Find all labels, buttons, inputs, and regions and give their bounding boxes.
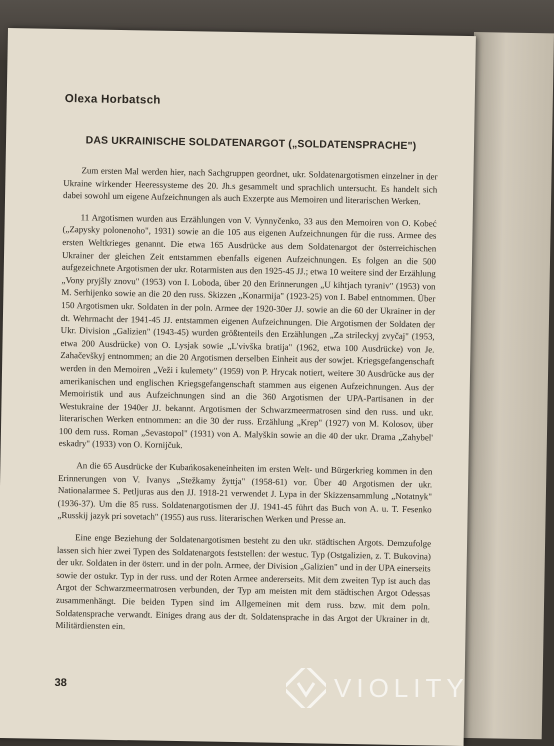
watermark-text: VIOLITY [334, 672, 469, 703]
facing-page [462, 32, 554, 739]
article-title: DAS UKRAINISCHE SOLDATENARGOT („SOLDATENSPRACHE") [85, 135, 417, 153]
paragraph-4: Eine enge Beziehung der Soldatenargotismen besteht zu den ukr. städtischen Argots. Demzufolge lassen sich hier zwei Typen des Soldatenargots feststellen: der westuc. Typ (Ostgalizien, z. T. Bukovina) der ukr. Soldaten in der österr. und in der poln. Armee, der Division „Galizien" und in der UPA einerseits sowie der ostukr. Typ in der russ. und der Roten Armee andererseits. Mit dem zweiten Typ ist auch das Argot der Schwarzmeermatrosen verbunden, der Typ am meisten mit dem städtischen Argot Odessas zusammenhängt. Die beiden Typen sind im Allgemeinen mit dem russ. bzw. mit dem poln. Soldatensprache verwandt. Einiges drang aus der dt. Soldatensprache in das Argot der Ukrainer in dt. Militärdiensten ein. [55, 532, 432, 632]
book-page [0, 28, 476, 746]
page-number: 38 [54, 676, 67, 690]
paragraph-1: Zum ersten Mal werden hier, nach Sachgruppen geordnet, ukr. Soldatenargotismen einzelner in der Ukraine wirkender Heeressysteme des 20. Jh.s gesammelt und sprachlich untersucht. Es handelt sich dabei sowohl um eigene Aufzeichnungen als auch Exzerpte aus Memoiren und literarischen Werken. [63, 165, 438, 207]
paragraph-3: An die 65 Ausdrücke der Kubańkosakeneinheiten im ersten Welt- und Bürgerkrieg kommen in den Erinnerungen von V. Ivanys „Stežkamy žyttja" (1958-61) vor. Über 40 Argotismen der ukr. Nationalarmee S. Petljuras aus den JJ. 1918-21 verwendet J. Lypa in der Skizzensammlung „Notatnyk" (1936-37). Um die 85 russ. Soldatenargotismen der JJ. 1941-45 führt das Buch von A. u. T. Fesenko „Russkij jazyk pri sovetach" (1955) aus russ. literarischen Werken und Presse an. [57, 460, 433, 526]
violity-logo-icon [286, 668, 326, 708]
watermark [286, 668, 469, 708]
page-content [55, 93, 439, 647]
paragraph-2: 11 Argotismen wurden aus Erzählungen von V. Vynnyčenko, 33 aus den Memoiren von O. Kobeć („Zapysky polonenoho", 1931) sowie an die 105 aus eigenen Aufzeichnungen für die russ. Armee des ersten Weltkrieges genannt. Die etwa 165 Ausdrücke aus dem Soldatenargot der österreichischen Ukrainer der gleichen Zeit entstammen ebenfalls eigenen Aufzeichnungen. Es folgen an die 500 aufgezeichnete Argotismen der ukr. Rotarmisten aus den 1925-45 JJ.; etwa 10 weitere sind der Erzählung „Vony pryjšly znovu" (1953) von I. Loboda, über 20 den Erinnerungen „U kihtjach tyraniv" (1953) von M. Serhijenko sowie an die 20 den russ. Skizzen „Konarmija" (1923-25) von I. Babel entnommen. Über 150 Argotismen ukr. Soldaten in der poln. Armee der 1920-30er JJ. sowie an die 60 der Ukrainer in der dt. Wehrmacht der 1941-45 JJ. entstammen eigenen Aufzeichnungen. Die Argotismen der Soldaten der Ukr. Division „Galizien" (1943-45) wurden größtenteils den Erzählungen „Za strileckyj zvyčaj" (1953, etwa 200 Ausdrücke) von O. Lysjak sowie „L'vivška bratija" (1962, etwa 100 Ausdrücke) von Je. Zahačevškyj entnommen; an die 20 Argotismen derselben Einheit aus der sowjet. Kriegsgefangenschaft werden in den Memoiren „Veži i kulemety" (1959) von P. Hrycak notiert, weitere 30 Ausdrücke aus der amerikanischen und englischen Kriegsgefangenschaft stammen aus eigenen Aufzeichnungen. Aus der Memoiristik und aus Aufzeichnungen sind an die 360 Argotismen der UPA-Partisanen in der Westukraine der 1940er JJ. bekannt. Argotismen der Schwarzmeermatrosen sind den russ. und ukr. literarischen Werken entnommen: an die 30 der russ. Erzählung „Krep" (1927) von M. Kolosov, über 100 dem russ. Roman „Sevastopol" (1931) von A. Malyškin sowie an die 40 der ukr. Drama „Zahybel' eskadry" (1933) von O. Kornijčuk. [58, 212, 437, 451]
author-name: Olexa Horbatsch [64, 93, 161, 107]
